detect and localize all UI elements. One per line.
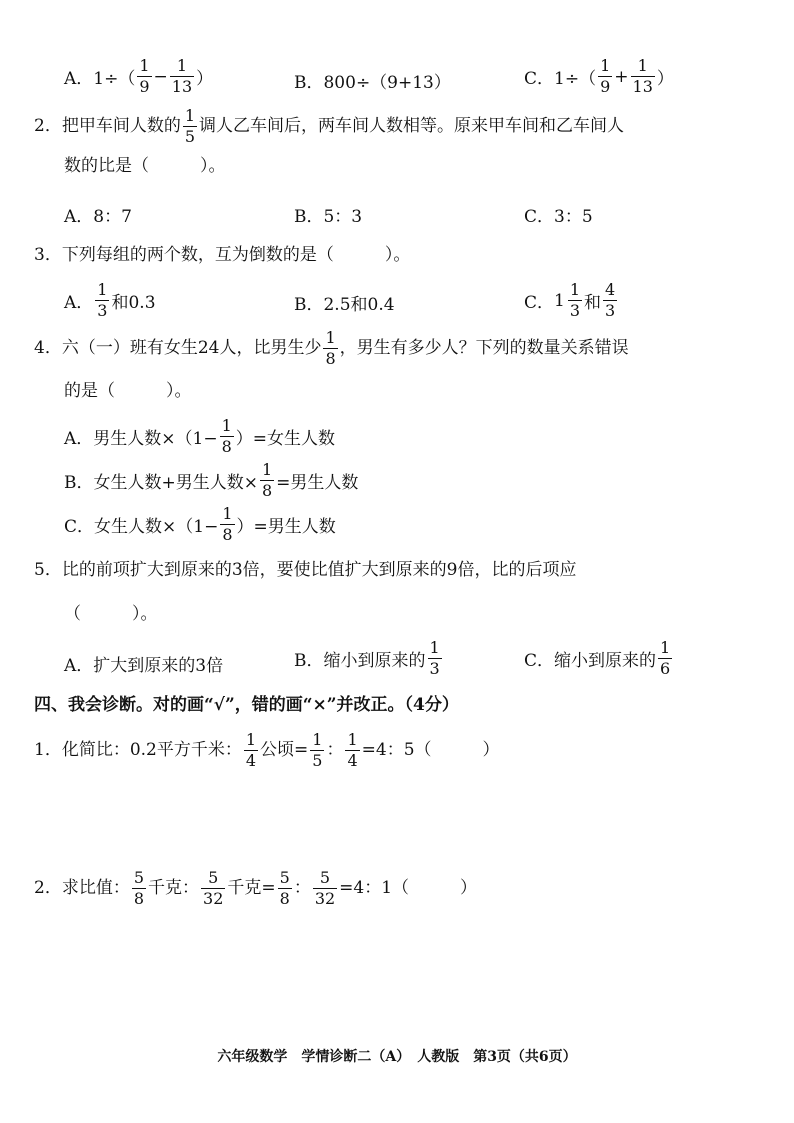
page-footer	[0, 1046, 794, 1066]
fraction: $\frac{1}{8}$	[325, 328, 336, 368]
q3-question	[34, 247, 410, 264]
section-4-item-1	[34, 732, 500, 769]
q3-c-label: C．	[524, 293, 555, 313]
mixed-number-whole: 1	[554, 290, 565, 311]
q4-a-pre: A．男生人数×（1−	[64, 429, 218, 449]
q4-question	[34, 330, 629, 367]
q5-text: 5．比的前项扩大到原来的3倍，要使比值扩大到原来的9倍，比的后项应	[34, 560, 577, 580]
fraction: $\frac{5}{8}$	[279, 868, 290, 908]
q1-option-c[interactable]	[524, 58, 674, 95]
item2-mid2: 千克=	[227, 878, 276, 898]
q2-text-line2: 数的比是（ ）。	[64, 156, 226, 176]
item2-mid3: ：	[293, 878, 311, 898]
q5-question-line2	[64, 606, 158, 623]
q1-a-label: A．1÷（	[64, 69, 136, 89]
fraction: $\frac{1}{13}$	[171, 56, 193, 96]
fraction: $\frac{5}{32}$	[203, 868, 224, 908]
q1-b-label: B．800÷（9+13）	[294, 73, 451, 93]
q4-c-post: ）=男生人数	[236, 517, 336, 537]
q4-b-pre: B．女生人数+男生人数×	[64, 473, 258, 493]
q1-option-a[interactable]	[64, 58, 213, 95]
q5-option-b[interactable]	[294, 640, 444, 677]
q3-option-c[interactable]	[524, 282, 619, 319]
section-4-title	[34, 697, 459, 714]
fraction: $\frac{1}{9}$	[600, 56, 611, 96]
fraction: $\frac{1}{8}$	[222, 504, 233, 544]
q5-option-a[interactable]	[64, 651, 223, 676]
q2-c-label: C．3：5	[524, 207, 593, 227]
q2-option-b[interactable]	[294, 202, 362, 227]
q4-text-line2: 的是（ ）。	[64, 381, 192, 401]
section-4-title-text: 四、我会诊断。对的画“√”，错的画“×”并改正。（4分）	[34, 695, 459, 715]
q2-question-line2	[64, 158, 226, 175]
q2-b-label: B．5：3	[294, 207, 363, 227]
fraction: $\frac{1}{3}$	[97, 280, 108, 320]
fraction: $\frac{1}{3}$	[429, 638, 440, 678]
paren-close: ）	[196, 69, 214, 89]
fraction: $\frac{1}{6}$	[660, 638, 671, 678]
fraction: $\frac{4}{3}$	[605, 280, 616, 320]
item1-post: =4：5（ ）	[361, 740, 500, 760]
q2-a-label: A．8：7	[64, 207, 132, 227]
q3-a-post: 和0.3	[111, 293, 156, 313]
q5-c-pre: C．缩小到原来的	[524, 651, 657, 671]
q2-option-c[interactable]	[524, 202, 593, 227]
item2-post: =4：1（ ）	[339, 878, 478, 898]
operator: +	[614, 66, 629, 87]
fraction: $\frac{1}{5}$	[184, 106, 196, 146]
q3-c-mid: 和	[584, 293, 602, 313]
fraction: $\frac{1}{3}$	[569, 280, 581, 320]
item1-mid1: 公顷=	[260, 740, 309, 760]
q2-text-pre: 2．把甲车间人数的	[34, 116, 181, 136]
q3-b-label: B．2.5和0.4	[294, 295, 395, 315]
q4-text-pre: 4．六（一）班有女生24人，比男生少	[34, 338, 322, 358]
paren-close: ）	[656, 69, 674, 89]
fraction: $\frac{1}{9}$	[139, 56, 150, 96]
q1-c-label: C．1÷（	[524, 69, 597, 89]
q4-option-a[interactable]	[64, 418, 335, 455]
item2-mid1: 千克：	[148, 878, 200, 898]
item1-mid2: ：	[326, 740, 344, 760]
q3-text: 3．下列每组的两个数，互为倒数的是（ ）。	[34, 245, 411, 265]
item2-pre: 2．求比值：	[34, 878, 130, 898]
q4-b-post: =男生人数	[276, 473, 359, 493]
fraction: $\frac{1}{13}$	[632, 56, 653, 96]
fraction: $\frac{1}{8}$	[221, 416, 232, 456]
q5-b-pre: B．缩小到原来的	[294, 651, 426, 671]
fraction: $\frac{5}{8}$	[133, 868, 145, 908]
fraction: $\frac{1}{4}$	[245, 730, 257, 770]
q3-option-a[interactable]	[64, 282, 156, 319]
q4-a-post: ）=女生人数	[235, 429, 336, 449]
q5-text-line2: （ ）。	[64, 604, 158, 624]
item1-pre: 1．化简比：0.2平方千米：	[34, 740, 242, 760]
q2-text-post: 调人乙车间后，两车间人数相等。原来甲车间和乙车间人	[199, 116, 625, 136]
q3-option-b[interactable]	[294, 290, 395, 315]
q5-question	[34, 562, 576, 579]
q1-option-b[interactable]	[294, 68, 451, 93]
footer-text: 六年级数学 学情诊断二（A） 人教版 第3页（共6页）	[217, 1049, 577, 1065]
fraction: $\frac{1}{4}$	[347, 730, 358, 770]
fraction: $\frac{1}{8}$	[261, 460, 273, 500]
q5-a-label: A．扩大到原来的3倍	[64, 656, 224, 676]
q4-c-pre: C．女生人数×（1−	[64, 517, 219, 537]
q4-text-post: ，男生有多少人？下列的数量关系错误	[339, 338, 629, 358]
q5-option-c[interactable]	[524, 640, 674, 677]
fraction: $\frac{1}{5}$	[312, 730, 323, 770]
q4-question-line2	[64, 383, 192, 400]
fraction: $\frac{5}{32}$	[314, 868, 336, 908]
q3-a-label: A．	[64, 293, 94, 313]
q4-option-b[interactable]	[64, 462, 358, 499]
q2-question	[34, 108, 624, 145]
operator: −	[153, 66, 168, 87]
q2-option-a[interactable]	[64, 202, 132, 227]
q4-option-c[interactable]	[64, 506, 336, 543]
section-4-item-2	[34, 870, 477, 907]
